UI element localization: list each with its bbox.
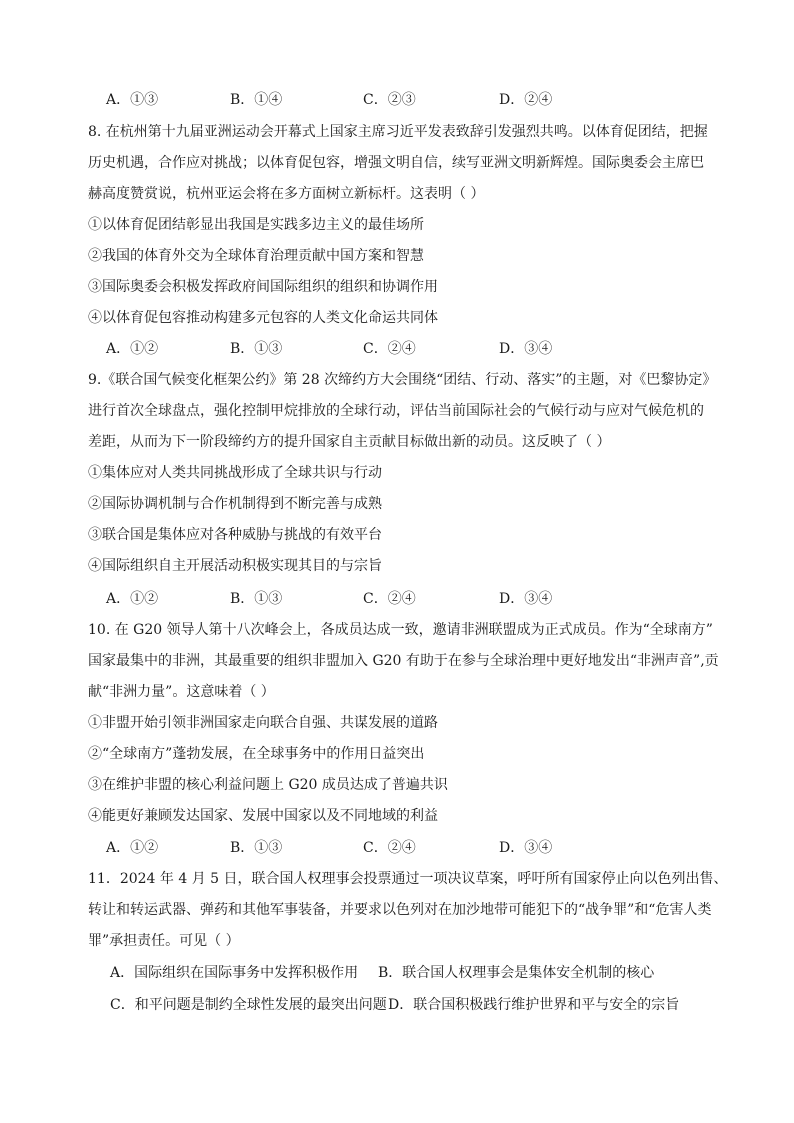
q8-statement: ③国际奥委会积极发挥政府间国际组织的组织和协调作用: [88, 279, 438, 295]
q7-option-a[interactable]: A．①③: [106, 92, 159, 108]
q11-stem-line: 转让和转运武器、弹药和其他军事装备，并要求以色列对在加沙地带可能犯下的“战争罪”和“危害人类: [88, 902, 712, 918]
q10-stem-line: 10. 在 G20 领导人第十八次峰会上，各成员达成一致，邀请非洲联盟成为正式成员。作为“全球南方”: [88, 622, 713, 638]
q9-statement: ②国际协调机制与合作机制得到不断完善与成熟: [88, 496, 382, 512]
q8-option-c[interactable]: C．②④: [363, 341, 416, 357]
q10-statement: ②“全球南方”蓬勃发展，在全球事务中的作用日益突出: [88, 746, 425, 762]
q10-option-c[interactable]: C．②④: [363, 840, 416, 856]
q11-stem-line: 罪”承担责任。可见（ ）: [88, 933, 240, 949]
q9-option-b[interactable]: B．①③: [230, 591, 283, 607]
q9-stem-line: 进行首次全球盘点，强化控制甲烷排放的全球行动，评估当前国际社会的气候行动与应对气候危机的: [88, 403, 704, 419]
q10-option-a[interactable]: A．①②: [106, 840, 159, 856]
q9-stem-line: 差距，从而为下一阶段缔约方的提升国家自主贡献目标做出新的动员。这反映了（ ）: [88, 434, 611, 450]
q8-option-b[interactable]: B．①③: [230, 341, 283, 357]
q11-option-c[interactable]: C．和平问题是制约全球性发展的最突出问题: [110, 997, 387, 1013]
q8-stem-line: 8. 在杭州第十九届亚洲运动会开幕式上国家主席习近平发表致辞引发强烈共鸣。以体育促团结，把握: [88, 124, 708, 140]
q10-statement: ④能更好兼顾发达国家、发展中国家以及不同地域的利益: [88, 808, 438, 824]
q9-option-a[interactable]: A．①②: [106, 591, 159, 607]
q8-statement: ④以体育促包容推动构建多元包容的人类文化命运共同体: [88, 310, 438, 326]
q11-option-a[interactable]: A．国际组织在国际事务中发挥积极作用: [110, 965, 359, 981]
q9-statement: ④国际组织自主开展活动积极实现其目的与宗旨: [88, 558, 382, 574]
q9-stem-line: 9.《联合国气候变化框架公约》第 28 次缔约方大会围绕“团结、行动、落实”的主题，对《巴黎协定》: [88, 372, 717, 388]
q8-option-a[interactable]: A．①②: [106, 341, 159, 357]
q10-option-b[interactable]: B．①③: [230, 840, 283, 856]
q7-option-b[interactable]: B．①④: [230, 92, 283, 108]
q10-statement: ③在维护非盟的核心利益问题上 G20 成员达成了普遍共识: [88, 777, 448, 793]
q9-option-d[interactable]: D．③④: [499, 591, 553, 607]
q10-statement: ①非盟开始引领非洲国家走向联合自强、共谋发展的道路: [88, 715, 438, 731]
q7-option-d[interactable]: D．②④: [499, 92, 553, 108]
q11-option-d[interactable]: D．联合国积极践行维护世界和平与安全的宗旨: [388, 997, 680, 1013]
q10-option-d[interactable]: D．③④: [499, 840, 553, 856]
q9-statement: ①集体应对人类共同挑战形成了全球共识与行动: [88, 465, 382, 481]
q10-stem-line: 国家最集中的非洲，其最重要的组织非盟加入 G20 有助于在参与全球治理中更好地发出“非洲声音”,贡: [88, 653, 719, 669]
q8-stem-line: 赫高度赞赏说，杭州亚运会将在多方面树立新标杆。这表明（ ）: [88, 186, 485, 202]
q8-stem-line: 历史机遇，合作应对挑战；以体育促包容，增强文明自信，续写亚洲文明新辉煌。国际奥委会主席巴: [88, 155, 704, 171]
q10-stem-line: 献“非洲力量”。这意味着（ ）: [88, 684, 275, 700]
q7-option-c[interactable]: C．②③: [363, 92, 416, 108]
q8-statement: ②我国的体育外交为全球体育治理贡献中国方案和智慧: [88, 248, 424, 264]
q9-statement: ③联合国是集体应对各种威胁与挑战的有效平台: [88, 527, 382, 543]
q11-option-b[interactable]: B．联合国人权理事会是集体安全机制的核心: [378, 965, 655, 981]
q9-option-c[interactable]: C．②④: [363, 591, 416, 607]
q8-option-d[interactable]: D．③④: [499, 341, 553, 357]
q8-statement: ①以体育促团结彰显出我国是实践多边主义的最佳场所: [88, 217, 424, 233]
q11-stem-line: 11．2024 年 4 月 5 日，联合国人权理事会投票通过一项决议草案，呼吁所有国家停止向以色列出售、: [88, 871, 728, 887]
